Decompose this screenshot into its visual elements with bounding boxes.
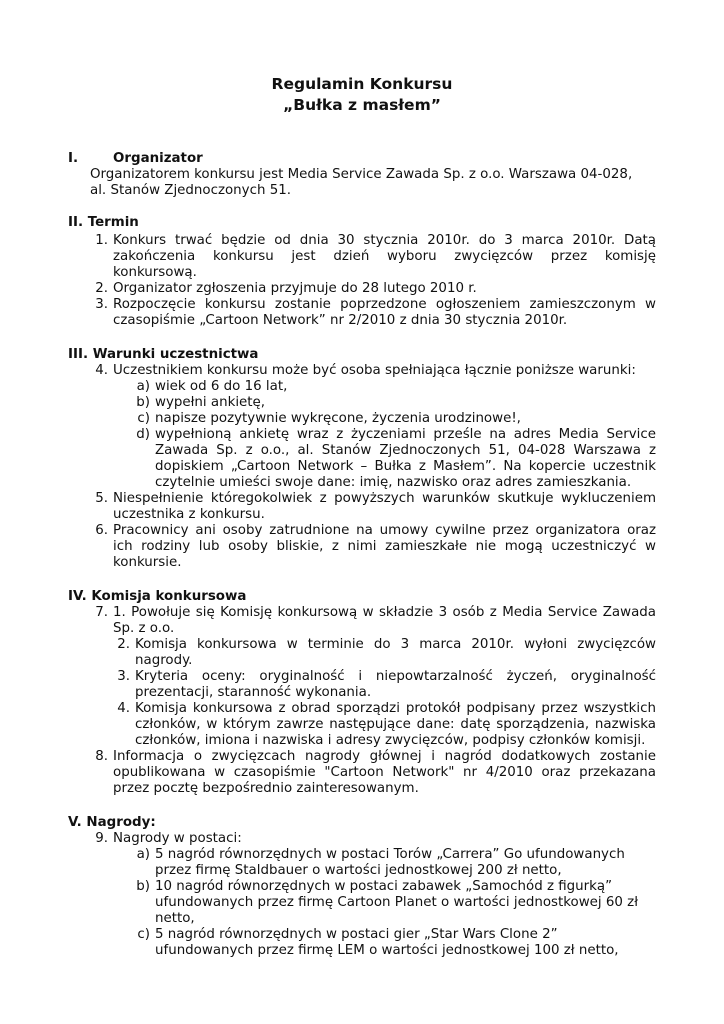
list-item-text: Komisja konkursowa w terminie do 3 marca 2010r. wyłoni zwycięzców (135, 637, 656, 652)
list-item-text: konkursie. (113, 555, 182, 570)
list-item-text: opublikowana w czasopiśmie "Cartoon Network" nr 4/2010 oraz przekazana (113, 765, 656, 780)
list-item-text: wypełni ankietę, (155, 395, 266, 410)
list-item-text: wiek od 6 do 16 lat, (155, 379, 288, 394)
list-letter: a) (136, 847, 150, 862)
list-item-text: Informacja o zwycięzcach nagrody głównej i nagród dodatkowych zostanie (113, 749, 656, 764)
section-4-heading: IV. Komisja konkursowa (68, 589, 247, 604)
list-item-text: napisze pozytywnie wykręcone, życzenia urodzinowe!, (155, 411, 521, 426)
list-item-text: wypełnioną ankietę wraz z życzeniami prześle na adres Media Service (155, 427, 656, 442)
list-number: 1. (95, 233, 108, 248)
list-item-text: konkursową. (113, 265, 197, 280)
section-2-heading: II. Termin (68, 215, 139, 230)
document-subtitle: „Bułka z masłem” (283, 96, 441, 114)
list-item-text: Uczestnikiem konkursu może być osoba spełniająca łącznie poniższe warunki: (113, 363, 636, 378)
list-item-text: Sp. z o.o. (113, 621, 175, 636)
list-item-text: nagrody. (135, 653, 193, 668)
list-item-text: Komisja konkursowa z obrad sporządzi protokół podpisany przez wszystkich (135, 701, 656, 716)
list-item-text: 10 nagród równorzędnych w postaci zabawek „Samochód z figurką” (155, 879, 613, 894)
list-item-text: Organizator zgłoszenia przyjmuje do 28 lutego 2010 r. (113, 281, 477, 296)
section-1-text: Organizatorem konkursu jest Media Service Zawada Sp. z o.o. Warszawa 04-028, (90, 167, 633, 182)
list-item-text: Niespełnienie któregokolwiek z powyższych warunków skutkuje wykluczeniem (113, 491, 656, 506)
list-item-text: czytelnie umieści swoje dane: imię, nazwisko oraz adres zamieszkania. (155, 475, 632, 490)
list-item-text: Konkurs trwać będzie od dnia 30 stycznia 2010r. do 3 marca 2010r. Datą (113, 233, 656, 248)
list-item-text: Kryteria oceny: oryginalność i niepowtarzalność życzeń, oryginalność (135, 669, 656, 684)
list-item-text: Zawada Sp. z o.o., al. Stanów Zjednoczonych 51, 04-028 Warszawa z (155, 443, 656, 458)
section-1-numeral: I. (68, 151, 79, 166)
list-number: 2. (95, 281, 108, 296)
list-letter: d) (136, 427, 150, 442)
list-letter: c) (137, 411, 150, 426)
document-title: Regulamin Konkursu (271, 75, 453, 93)
list-item-text: dopiskiem „Cartoon Network – Bułka z Masłem”. Na kopercie uczestnik (155, 459, 656, 474)
list-item-text: prezentacji, staranność wykonania. (135, 685, 372, 700)
list-item-text: 5 nagród równorzędnych w postaci Torów „Carrera” Go ufundowanych (155, 847, 625, 862)
list-number: 9. (95, 831, 108, 846)
list-item-text: przez pocztę bezpośrednio zainteresowanym. (113, 781, 419, 796)
section-3-heading: III. Warunki uczestnictwa (68, 347, 259, 362)
list-number: 2. (117, 637, 130, 652)
list-number: 8. (95, 749, 108, 764)
list-item-text: czasopiśmie „Cartoon Network” nr 2/2010 z dnia 30 stycznia 2010r. (113, 313, 568, 328)
list-number: 7. (95, 605, 108, 620)
list-number: 3. (95, 297, 108, 312)
list-item-text: Pracownicy ani osoby zatrudnione na umowy cywilne przez organizatora oraz (113, 523, 656, 538)
list-number: 4. (95, 363, 108, 378)
list-letter: b) (136, 395, 150, 410)
section-1-heading: Organizator (113, 151, 203, 166)
list-number: 5. (95, 491, 108, 506)
list-item-text: ufundowanych przez firmę Cartoon Planet o wartości jednostkowej 60 zł (155, 895, 639, 910)
list-number: 3. (117, 669, 130, 684)
list-item-text: Rozpoczęcie konkursu zostanie poprzedzone ogłoszeniem zamieszczonym w (113, 297, 656, 312)
list-item-text: 1. Powołuje się Komisję konkursową w składzie 3 osób z Media Service Zawada (113, 605, 656, 620)
list-letter: c) (137, 927, 150, 942)
list-number: 6. (95, 523, 108, 538)
section-1-text: al. Stanów Zjednoczonych 51. (90, 183, 291, 198)
list-letter: a) (136, 379, 150, 394)
list-item-text: ich rodziny lub osoby bliskie, z nimi zamieszkałe nie mogą uczestniczyć w (113, 539, 656, 554)
list-item-text: ufundowanych przez firmę LEM o wartości jednostkowej 100 zł netto, (155, 943, 619, 958)
list-item-text: członków, w którym zawrze następujące dane: datę sporządzenia, nazwiska (135, 717, 656, 732)
section-5-heading: V. Nagrody: (68, 815, 156, 830)
list-item-text: uczestnika z konkursu. (113, 507, 265, 522)
list-item-text: 5 nagród równorzędnych w postaci gier „Star Wars Clone 2” (155, 927, 558, 942)
list-item-text: przez firmę Staldbauer o wartości jednostkowej 200 zł netto, (155, 863, 562, 878)
list-item-text: netto, (155, 911, 195, 926)
list-item-text: zakończenia konkursu jest dzień wyboru zwycięzców przez komisję (113, 249, 656, 264)
list-item-text: członków, imiona i nazwiska i adresy zwycięzców, podpisy członków komisji. (135, 733, 646, 748)
list-letter: b) (136, 879, 150, 894)
list-number: 4. (117, 701, 130, 716)
list-item-text: Nagrody w postaci: (113, 831, 242, 846)
